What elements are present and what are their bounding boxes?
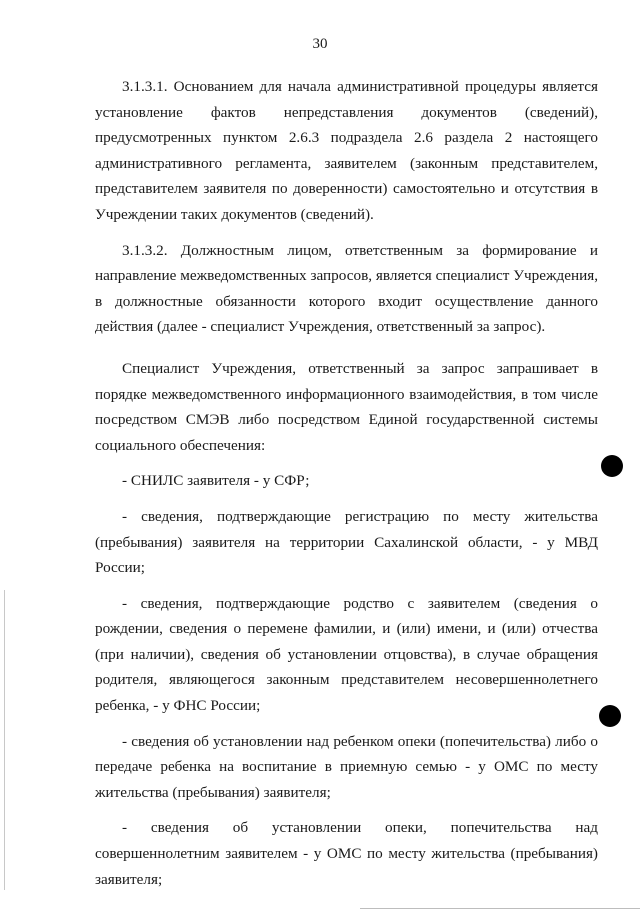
paragraph-3-1-3-1: 3.1.3.1. Основанием для начала административной процедуры является установление фактов непредставления документов (сведений), предусмотренных пунктом 2.6.3 подраздела 2.6 раздела 2 настоящего административного регламента, заявителем (законным представителем, представителем заявителя по доверенности) самостоятельно и отсутствия в Учреждении таких документов (сведений). (95, 78, 598, 223)
list-item-kinship: - сведения, подтверждающие родство с заявителем (сведения о рождении, сведения о перемене фамилии, и (или) имени, и (или) отчества (при наличии), сведения об установлении отцовства), в случае обращения родителя, являющегося законным представителем несовершеннолетнего ребенка, - у ФНС России; (95, 594, 598, 715)
scan-edge-line (360, 908, 640, 909)
scan-edge-line (4, 590, 5, 890)
paragraph-3-1-3-2: 3.1.3.2. Должностным лицом, ответственным за формирование и направление межведомственных запросов, является специалист Учреждения, в должностные обязанности которого входит осуществление данного действия (далее - специалист Учреждения, ответственный за запрос). (95, 241, 598, 336)
list-item-guardianship-child: - сведения об установлении над ребенком опеки (попечительства) либо о передаче ребенка на воспитание в приемную семью - у ОМС по месту жительства (пребывания) заявителя; (95, 732, 598, 801)
page-number: 30 (312, 36, 328, 52)
list-item-snils: - СНИЛС заявителя - у СФР; (122, 472, 310, 490)
paragraph-specialist-requests: Специалист Учреждения, ответственный за запрос запрашивает в порядке межведомственного информационного взаимодействия, в том числе посредством СМЭВ либо посредством Единой государственной системы социального обеспечения: (95, 359, 598, 454)
punch-hole-mark (599, 705, 621, 727)
list-item-guardianship-adult: - сведения об установлении опеки, попечительства над совершеннолетним заявителем - у ОМС по месту жительства (пребывания) заявителя; (95, 819, 598, 888)
document-body (95, 74, 598, 892)
punch-hole-mark (601, 455, 623, 477)
list-item-registration: - сведения, подтверждающие регистрацию по месту жительства (пребывания) заявителя на территории Сахалинской области, - у МВД России; (95, 507, 598, 577)
